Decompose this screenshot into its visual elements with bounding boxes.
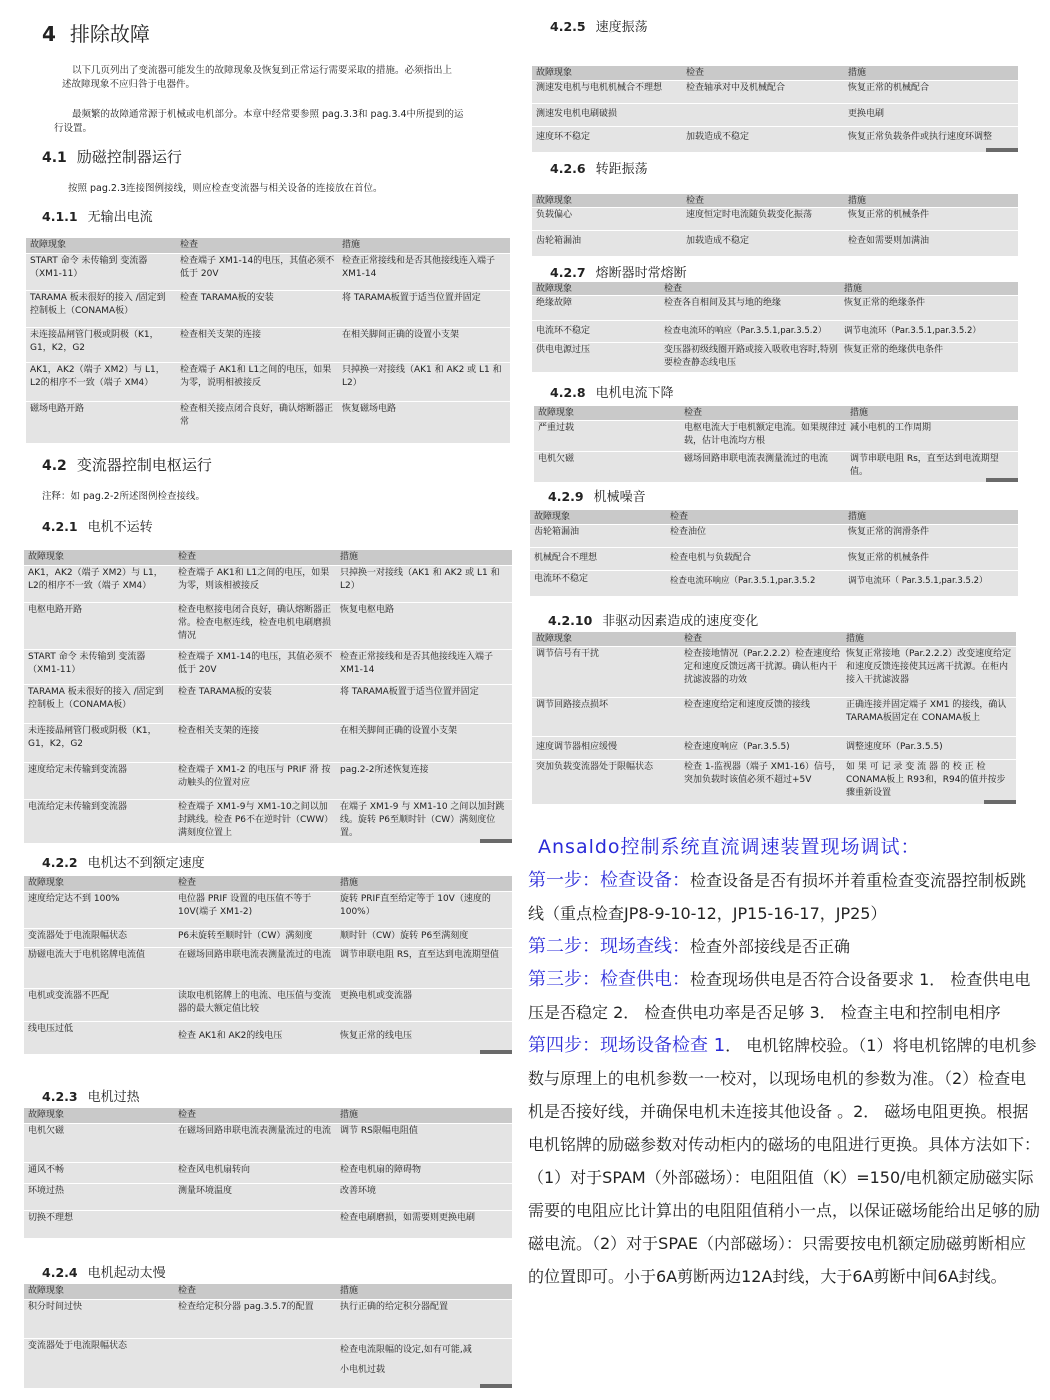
table-4-2-5	[532, 66, 1018, 152]
ansaldo-title: Ansaldo控制系统直流调速装置现场调试：	[538, 836, 921, 858]
step-4: 第四步：现场设备检查 1． 电机铭牌校验。（1）将电机铭牌的电机参数与原理上的电机参数一一校对，以现场电机的参数为准。（2）检查电机是否接好线，并确保电机未连接其他设备 。2． 磁场电阻更换。根据电机铭牌的励磁参数对传动柜内的磁场的电阻进行更换。具体方法如下：（1）对于SPAM（外部磁场）：电阻阻值（K）=150/电机额定励磁实际需要的电阻应比计算出的电阻阻值稍小一点，以保证磁场能给出足够的励磁电流。（2）对于SPAE（内部磁场）：只需要按电机额定励磁剪断相应的位置即可。小于6A剪断两边12A封线，大于6A剪断中间6A封线。	[528, 1035, 1041, 1286]
header-symptom: 故障现象	[30, 240, 67, 250]
table-header-row: 故障现象 检查 措施	[24, 876, 512, 892]
table-row: 严重过载 电枢电流大于电机额定电流。如果规律过载，估计电流均方根 减小电机的工作周期	[534, 421, 1018, 452]
section-4-2-6-heading: 4.2.6 转距振荡	[550, 161, 648, 177]
table-row: 未连接晶闸管门极或阴极（K1，G1，K2，G2 检查相关支架的连接 在相关脚间正确的设置小支架	[24, 724, 512, 763]
table-row: 突加负载变流器处于限幅状态 检查 1-监视器（端子 XM1-16）信号，突加负载时该值必须不超过+5V 如 果 可 记 录 变 流 器 的 校 正 检 CONAMA板上 R93和，R94的值并按步骤重新设置	[532, 760, 1016, 807]
table-corner-mark	[480, 1050, 512, 1054]
table-4-2-7	[532, 282, 1018, 372]
table-row: 未连接晶闸管门极或阴极（K1，G1，K2，G2 检查相关支架的连接 在相关脚间正确的设置小支架	[26, 328, 510, 363]
table-header-row: 故障现象 检查 措施	[24, 550, 512, 566]
table-row: 速度调节器相应缓慢 检查速度响应（Par.3.5.5) 调整速度环（Par.3.5.5)	[532, 737, 1016, 760]
table-header-row: 故障现象 检查 措施	[532, 282, 1018, 296]
table-row: 切换不理想 检查电刷磨损，如需要则更换电刷	[28, 1213, 476, 1223]
table-row: TARAMA 板未很好的接入 /固定到控制板上（CONAMA板） 检查 TARAMA板的安装 将 TARAMA板置于适当位置并固定	[26, 291, 510, 328]
table-row: 齿轮箱漏油 检查油位 恢复正常的润滑条件	[530, 525, 1018, 548]
table-4-2-6	[532, 194, 1018, 256]
table-row: 速度给定达不到 100% 电位器 PRIF 设置的电压值不等于 10V(端子 XM1-2) 旋转 PRIF直至给定等于 10V（速度的100%）	[24, 892, 512, 929]
table-row: 测速发电机电刷破损 更换电刷	[532, 104, 1018, 127]
table-header-row: 故障现象 检查 措施	[532, 66, 1018, 81]
table-row: 积分时间过快 检查给定积分器 pag.3.5.7的配置 执行正确的给定积分器配置	[24, 1300, 512, 1339]
header-check: 检查	[180, 240, 199, 250]
section-4-2-2-heading: 4.2.2 电机达不到额定速度	[42, 855, 205, 871]
table-header-row: 故障现象 检查 措施	[532, 632, 1016, 647]
section-4-2-heading: 4.2 变流器控制电枢运行	[42, 456, 212, 474]
table-header-row: 故障现象 检查 措施	[530, 510, 1018, 525]
table-corner-mark	[984, 800, 1016, 804]
table-corner-mark	[480, 1384, 512, 1388]
table-row: 电枢电路开路 检查电枢接电闭合良好，确认熔断器正常。检查电枢连线，检查电机电刷磨损情况 恢复电枢电路	[24, 603, 512, 650]
table-4-2-2	[24, 876, 512, 1054]
table-header-row: 故障现象 检查 措施	[534, 406, 1018, 421]
table-4-2-10	[532, 632, 1016, 804]
table-row: 电流给定未传输到变流器 检查端子 XM1-9与 XM1-10之间以加封跳线。检查 P6不在逆时针（CWW）满刻度位置上 在端子 XM1-9 与 XM1-10 之间以加封跳线。旋转 P6至顺时针（CW）满刻度位置。	[24, 800, 512, 845]
section-4-1-1-heading: 4.1.1 无输出电流	[42, 209, 153, 225]
table-row: 测速发电机与电机机械合不理想 检查轴承对中及机械配合 恢复正常的机械配合	[532, 81, 1018, 104]
table-4-2-9	[530, 510, 1018, 596]
table-row: 速度环不稳定 加载造成不稳定 恢复正常负载条件或执行速度环调整	[532, 127, 1018, 156]
table-row: 电机欠磁 在磁场回路串联电流表测量流过的电流 调节 RS限幅电阻值	[24, 1124, 512, 1163]
table-row: 磁场电路开路 检查相关接点闭合良好，确认熔断器正常 恢复磁场电路	[30, 404, 397, 427]
table-row: AK1，AK2（端子 XM2）与 L1，L2的相序不一致（端子 XM4） 检查端子 AK1和 L1之间的电压，如果为零，说明相被接反 只掉换一对接线（AK1 和 AK2 或 L1 和 L2）	[26, 363, 510, 402]
table-row: 变流器处于电流限幅状态 P6未旋转至顺时针（CW）满刻度 顺时针（CW）旋转 P6至满刻度	[24, 929, 512, 948]
ansaldo-steps	[528, 864, 1040, 1293]
table-corner-mark	[480, 839, 512, 843]
section-4-2-note: 注释：如 pag.2-2所述图例检查接线。	[42, 491, 205, 502]
table-row: 环境过热 测量环境温度 改善环境	[24, 1184, 512, 1211]
intro-paragraph-2: 最频繁的故障通常源于机械或电机部分。本章中经常要参照 pag.3.3和 pag.3.4中所提到的运 行设置。	[54, 109, 464, 134]
table-row: 变流器处于电流限幅状态 检查电流限幅的设定,如有可能,减小电机过载	[24, 1339, 512, 1390]
chapter-title: 4 排除故障	[42, 22, 150, 46]
table-row: AK1，AK2（端子 XM2）与 L1，L2的相序不一致（端子 XM4） 检查端子 AK1和 L1之间的电压，如果为零，则该相被接反 只掉换一对接线（AK1 和 AK2 或 L1 和 L2）	[24, 566, 512, 603]
table-row: TARAMA 板未很好的接入 /固定到控制板上（CONAMA板） 检查 TARAMA板的安装 将 TARAMA板置于适当位置并固定	[24, 685, 512, 724]
table-corner-mark	[986, 148, 1018, 152]
section-4-2-4-heading: 4.2.4 电机起动太慢	[42, 1265, 166, 1281]
section-4-2-8-heading: 4.2.8 电机电流下降	[550, 385, 674, 401]
section-4-2-3-heading: 4.2.3 电机过热	[42, 1089, 140, 1105]
table-4-2-1	[24, 550, 512, 843]
table-row: 电机欠磁 磁场回路串联电流表测量流过的电流 调节串联电阻 Rs，直至达到电流期望值。	[534, 452, 1018, 485]
table-row: 负载偏心 速度恒定时电流随负载变化振荡 恢复正常的机械条件	[532, 208, 1018, 231]
section-4-2-5-heading: 4.2.5 速度振荡	[550, 19, 648, 35]
table-row: 电机或变流器不匹配 读取电机铭牌上的电流、电压值与变流器的最大额定值比较 更换电机或变流器	[24, 989, 512, 1022]
table-4-2-3	[24, 1108, 512, 1238]
table-header-row: 故障现象 检查 措施	[532, 194, 1018, 208]
table-row: 线电压过低 检查 AK1和 AK2的线电压 恢复正常的线电压	[24, 1022, 512, 1060]
table-header-row: 故障现象 检查 措施	[24, 1284, 512, 1300]
table-row: 供电电源过压 变压器初级线圈开路或接入吸收电容时,特别要检查静态线电压 恢复正常的绝缘供电条件	[536, 345, 944, 368]
section-4-1-heading: 4.1 励磁控制器运行	[42, 148, 182, 166]
table-row: 通风不畅 检查风电机扇转向 检查电机扇的障碍物	[24, 1163, 512, 1184]
section-4-1-note: 按照 pag.2.3连接图例接线，则应检查变流器与相关设备的连接放在首位。	[68, 183, 383, 194]
section-4-2-9-heading: 4.2.9 机械噪音	[548, 489, 646, 505]
step-3: 第三步：检查供电：检查现场供电是否符合设备要求 1． 检查供电电压是否稳定 2． 检查供电功率是否足够 3． 检查主电和控制电相序	[528, 969, 1031, 1022]
table-row: 齿轮箱漏油 加载造成不稳定 检查如需要则加满油	[536, 236, 930, 246]
table-header-row: 故障现象 检查 措施	[24, 1108, 512, 1124]
table-row: 速度给定未传输到变流器 检查端子 XM1-2 的电压与 PRIF 滑 按动触头的位置对应 pag.2-2所述恢复连接	[24, 763, 512, 800]
table-corner-mark	[986, 478, 1018, 482]
section-4-2-10-heading: 4.2.10 非驱动因素造成的速度变化	[548, 613, 759, 629]
table-row: START 命令 未传输到 变流器（XM1-11） 检查端子 XM1-14的电压，其值必须不低于 20V 检查正常接线和是否其他接线连入端子 XM1-14	[26, 254, 510, 291]
step-2: 第二步：现场查线：检查外部接线是否正确	[528, 936, 851, 957]
table-4-2-4	[24, 1284, 512, 1388]
intro-paragraph-1: 以下几页列出了变流器可能发生的故障现象及恢复到正常运行需要采取的措施。必须指出上 述故障现象不应归咎于电器件。	[62, 65, 453, 90]
table-row: 绝缘故障 检查各自相间及其与地的绝缘 恢复正常的绝缘条件	[532, 296, 1018, 321]
table-row: 调节信号有干扰 检查接地情况（Par.2.2.2）检查速度给定和速度反馈远离干扰源。确认柜内干扰滤波器的功效 恢复正常接地（Par.2.2.2）改变速度给定和速度反馈连接使其远离干扰源。在柜内接入干扰滤波器	[532, 647, 1016, 698]
table-row: 电流环不稳定 检查电流环响应（Par.3.5.1,par.3.5.2 调节电流环（ Par.3.5.1,par.3.5.2）	[534, 574, 988, 586]
header-action: 措施	[342, 240, 361, 250]
section-4-2-1-heading: 4.2.1 电机不运转	[42, 519, 153, 535]
table-4-2-8	[534, 406, 1018, 482]
table-row: 机械配合不理想 检查电机与负载配合 恢复正常的机械条件	[530, 548, 1018, 571]
table-row: 励磁电流大于电机铭牌电流值 在磁场回路串联电流表测量流过的电流 调节串联电阻 RS，直至达到电流期望值	[24, 948, 512, 989]
table-row: 电流环不稳定 检查电流环的响应（Par.3.5.1,par.3.5.2） 调节电流环（Par.3.5.1,par.3.5.2）	[532, 321, 1018, 343]
section-4-2-7-heading: 4.2.7 熔断器时常熔断	[550, 265, 687, 281]
table-4-1-1	[26, 238, 510, 443]
table-row: START 命令 未传输到 变流器（XM1-11） 检查端子 XM1-14的电压，其值必须不低于 20V 检查正常接线和是否其他接线连入端子 XM1-14	[24, 650, 512, 685]
table-row: 调节回路接点损坏 检查速度给定和速度反馈的接线 正确连接并固定端子 XM1 的接线，确认 TARAMA板固定在 CONAMA板上	[532, 698, 1016, 737]
step-1: 第一步：检查设备：检查设备是否有损坏并着重检查变流器控制板跳 线（重点检查JP8-9-10-12，JP15-16-17，JP25）	[528, 870, 1027, 923]
table-header-row	[26, 238, 510, 254]
